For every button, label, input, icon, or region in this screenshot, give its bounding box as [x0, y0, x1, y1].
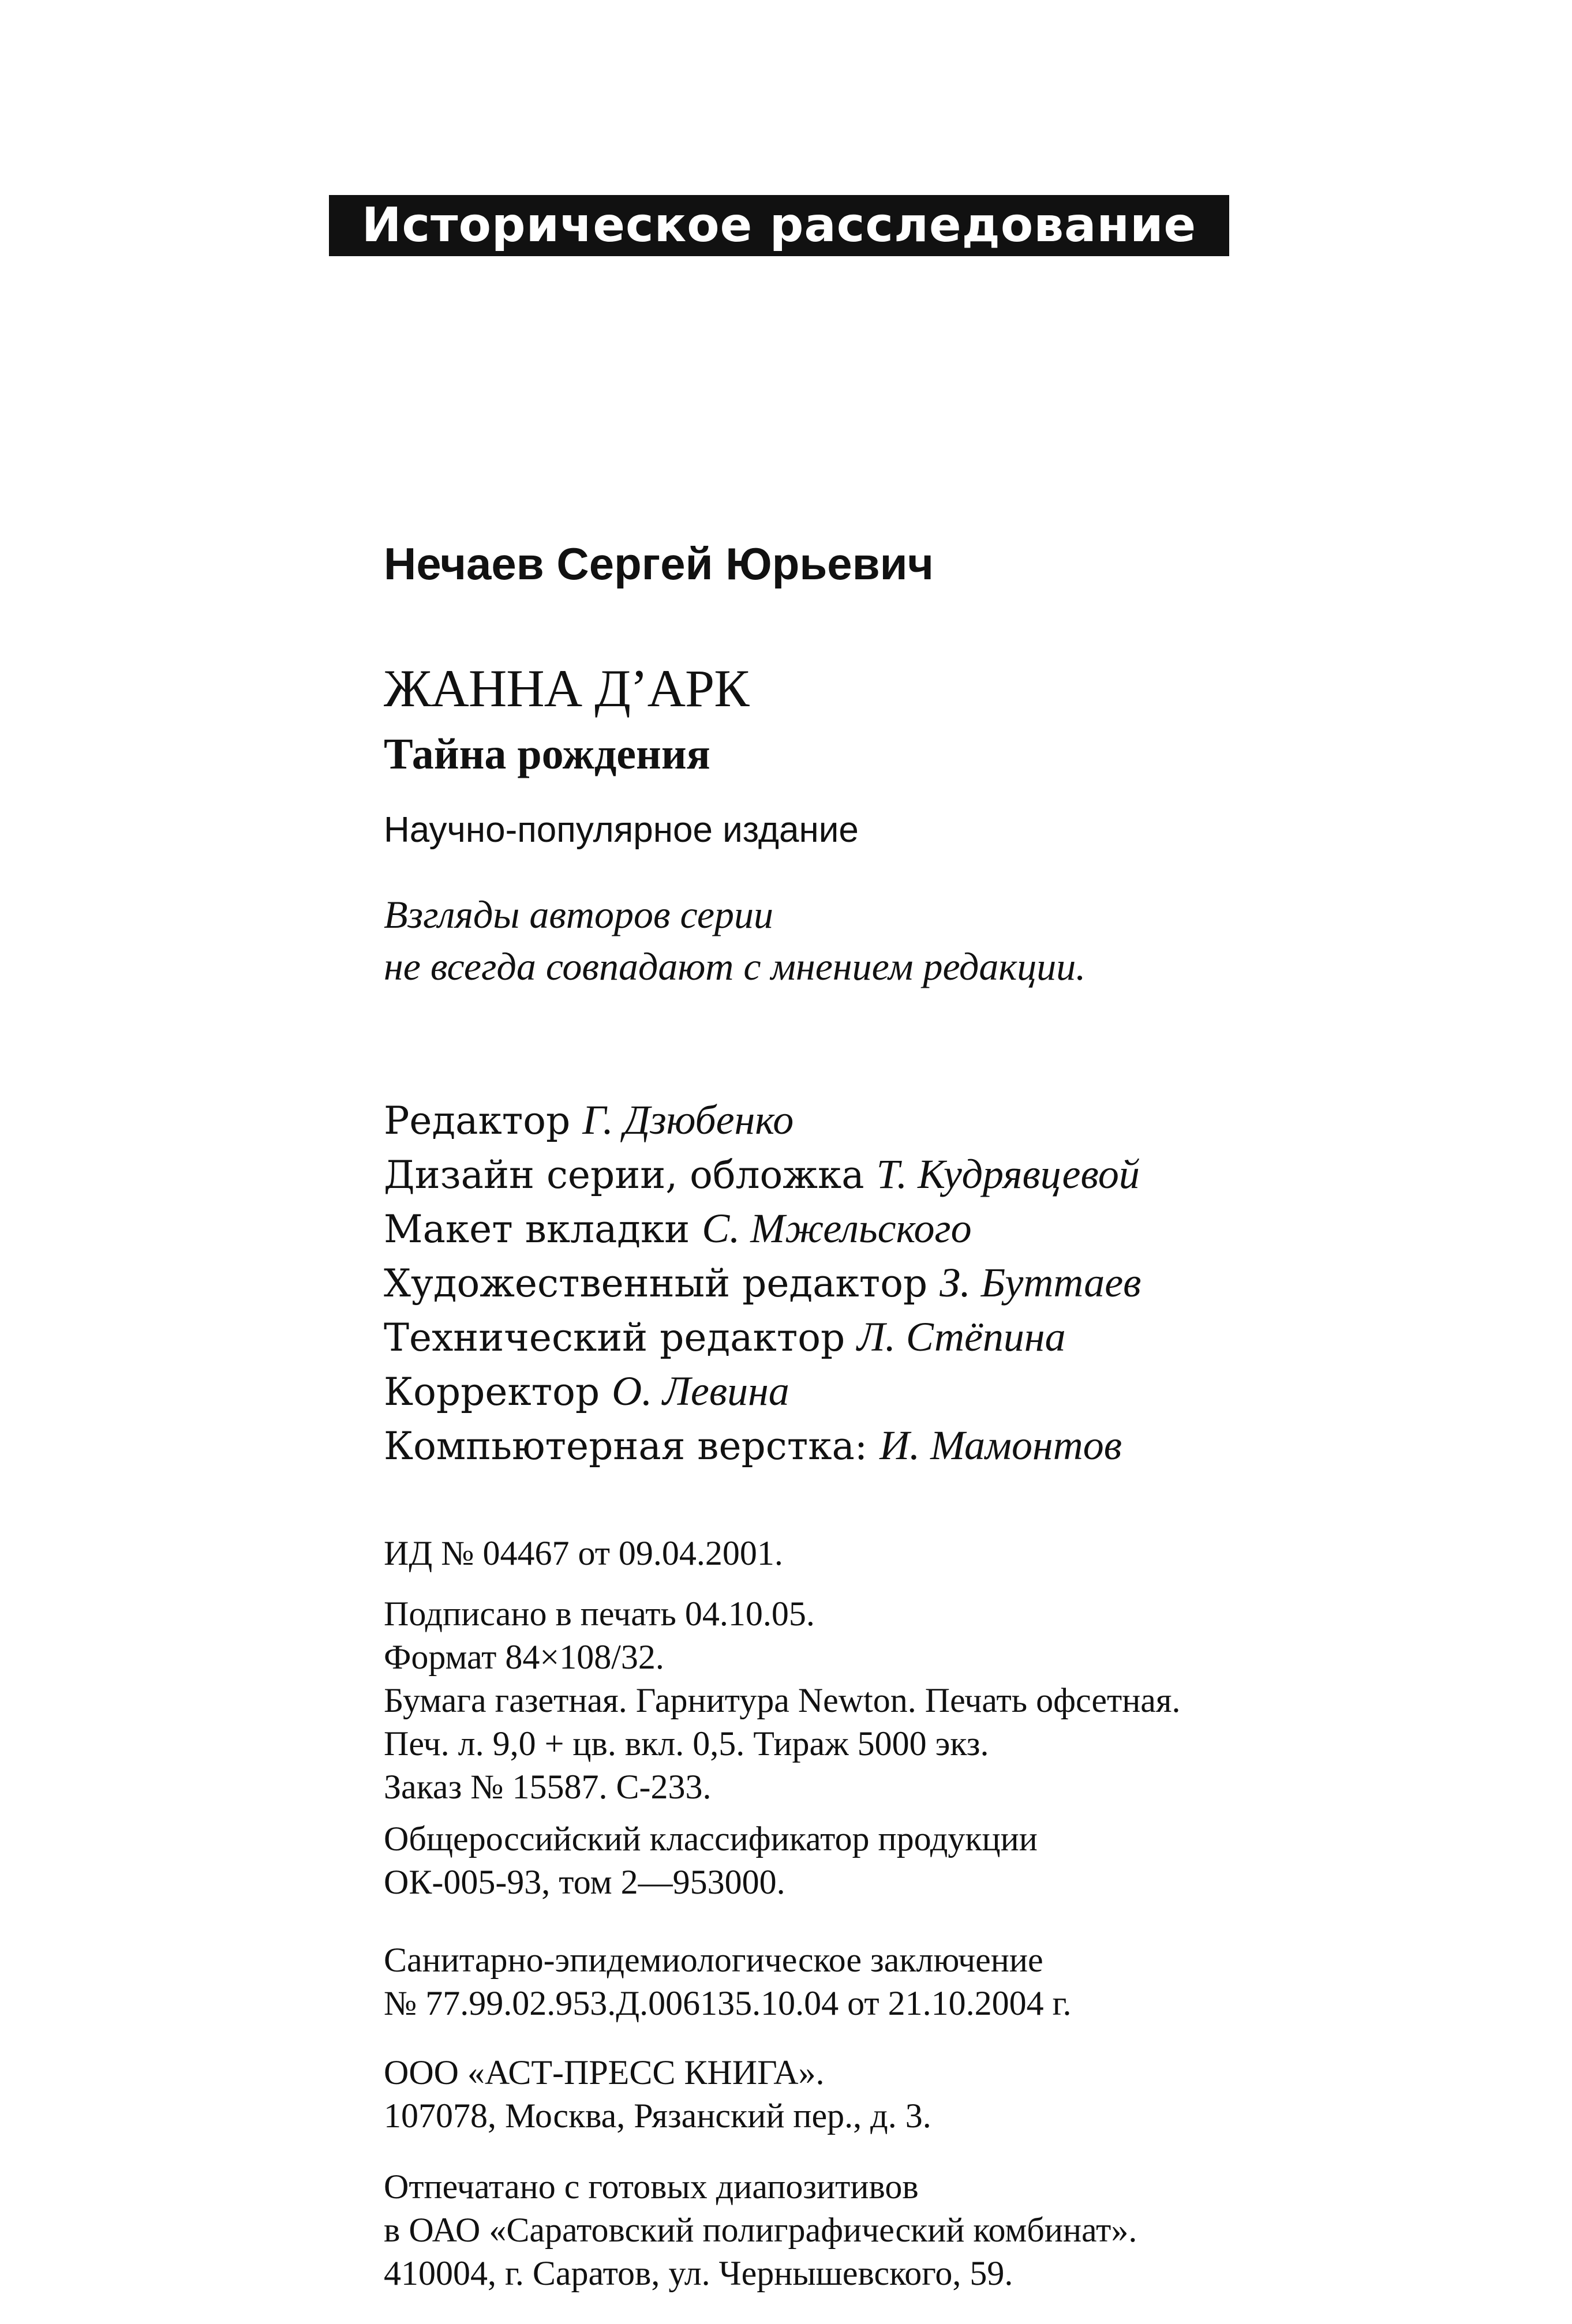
credit-art-editor [384, 1256, 1141, 1310]
credit-person: Л. Стёпина [857, 1314, 1066, 1360]
editorial-disclaimer [384, 889, 1086, 992]
credit-role: Технический редактор [384, 1315, 858, 1360]
classifier-line: Общероссийский классификатор продукции [384, 1820, 1038, 1858]
credit-role: Художественный редактор [384, 1261, 940, 1306]
publisher-address [384, 2051, 931, 2138]
sanitary-line: № 77.99.02.953.Д.006135.10.04 от 21.10.2004 г. [384, 1984, 1072, 2022]
printer-line: 410004, г. Саратов, ул. Чернышевского, 59. [384, 2254, 1013, 2292]
print-detail-line: Печ. л. 9,0 + цв. вкл. 0,5. Тираж 5000 экз. [384, 1725, 989, 1763]
credit-person: Т. Кудрявцевой [876, 1151, 1140, 1197]
sanitary-line: Санитарно-эпидемиологическое заключение [384, 1941, 1043, 1979]
author-name: Нечаев Сергей Юрьевич [384, 538, 934, 589]
series-banner: Историческое расследование [329, 195, 1229, 256]
edition-type: Научно-популярное издание [384, 810, 859, 850]
print-detail-line: Формат 84×108/32. [384, 1638, 664, 1676]
credit-person: Г. Дзюбенко [582, 1097, 794, 1143]
credit-role: Корректор [384, 1370, 612, 1414]
credit-person: З. Буттаев [940, 1260, 1141, 1306]
credit-editor [384, 1093, 1141, 1148]
publisher-line: 107078, Москва, Рязанский пер., д. 3. [384, 2097, 931, 2135]
credit-role: Редактор [384, 1099, 583, 1143]
credit-series-design [384, 1148, 1141, 1202]
disclaimer-line: не всегда совпадают с мнением редакции. [384, 944, 1086, 988]
publisher-license [384, 1532, 783, 1575]
print-detail-line: Заказ № 15587. С-233. [384, 1768, 712, 1806]
credit-role: Дизайн серии, обложка [384, 1153, 877, 1197]
license-line: ИД № 04467 от 09.04.2001. [384, 1534, 783, 1572]
credit-role: Компьютерная верстка: [384, 1424, 880, 1468]
classifier-line: ОК-005-93, том 2—953000. [384, 1863, 785, 1901]
sanitary-certificate [384, 1939, 1071, 2025]
credit-person: О. Левина [612, 1368, 789, 1414]
credit-person: С. Мжельского [702, 1205, 972, 1251]
credit-insert-layout [384, 1202, 1141, 1256]
print-detail-line: Подписано в печать 04.10.05. [384, 1595, 815, 1633]
printer-line: в ОАО «Саратовский полиграфический комбинат». [384, 2211, 1137, 2249]
credit-technical-editor [384, 1310, 1141, 1365]
print-details [384, 1592, 1181, 1809]
book-title: ЖАННА Д’АРК [384, 659, 749, 718]
product-classifier [384, 1817, 1038, 1904]
credit-person: И. Мамонтов [879, 1422, 1122, 1468]
credit-proofreader [384, 1365, 1141, 1419]
credit-typesetting [384, 1419, 1141, 1473]
printer-line: Отпечатано с готовых диапозитивов [384, 2168, 919, 2206]
credit-role: Макет вкладки [384, 1207, 702, 1251]
print-detail-line: Бумага газетная. Гарнитура Newton. Печать офсетная. [384, 1681, 1181, 1719]
credits-list [384, 1093, 1141, 1473]
book-subtitle: Тайна рождения [384, 730, 710, 778]
disclaimer-line: Взгляды авторов серии [384, 893, 774, 936]
printer-info [384, 2165, 1137, 2295]
publisher-line: ООО «АСТ-ПРЕСС КНИГА». [384, 2053, 825, 2091]
